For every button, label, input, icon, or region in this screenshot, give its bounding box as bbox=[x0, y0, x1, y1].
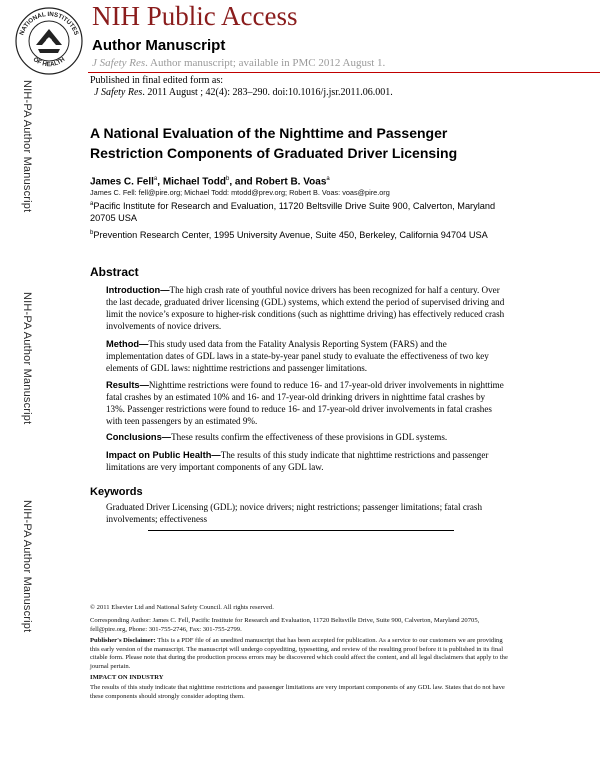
article-title: A National Evaluation of the Nighttime and Passenger Restriction Components of Graduated Driver Licensing bbox=[90, 125, 458, 161]
impact-industry-heading: IMPACT ON INDUSTRY bbox=[90, 674, 164, 681]
author-1-sup: a bbox=[153, 176, 158, 182]
author-emails: James C. Fell: fell@pire.org; Michael Todd: mtodd@prev.org; Robert B. Voas: voas@pire.org bbox=[90, 188, 390, 197]
impact-text: The results of this study indicate that nighttime restrictions and passenger limitations are very important components of any GDL law. bbox=[106, 450, 489, 472]
abstract-introduction bbox=[106, 284, 506, 332]
logo-text-top: NATIONAL INSTITUTES bbox=[18, 10, 80, 37]
abstract-results bbox=[106, 379, 506, 427]
manuscript-label: Author Manuscript bbox=[92, 37, 226, 54]
citation-details: . 2011 August ; 42(4): 283–290. doi:10.1016/j.jsr.2011.06.001. bbox=[142, 87, 393, 98]
nih-logo bbox=[12, 3, 86, 75]
method-text: This study used data from the Fatality Analysis Reporting System (FARS) and the implementation dates of GDL laws in a state-by-year panel study to evaluate the effectiveness of two key elements of GDL laws: nighttime restrictions and passenger limitations. bbox=[106, 339, 489, 373]
author-1: James C. Fell bbox=[90, 176, 154, 188]
header-divider bbox=[88, 72, 600, 73]
author-sep-2: , and bbox=[229, 176, 256, 188]
publisher-disclaimer bbox=[90, 637, 510, 671]
affiliation-a-text: Pacific Institute for Research and Evaluation, 11720 Beltsville Drive Suite 900, Calverton, Maryland 20705 USA bbox=[90, 201, 496, 224]
affiliation-a-sup: a bbox=[90, 201, 94, 207]
abstract-heading: Abstract bbox=[90, 265, 139, 279]
keywords-heading: Keywords bbox=[90, 486, 143, 498]
impact-industry-text: The results of this study indicate that nighttime restrictions and passenger limitations are very important components of any GDL law. States that do not have these components should strongly consider adopting them. bbox=[90, 684, 505, 700]
abstract-conclusions bbox=[106, 431, 506, 443]
affiliation-a bbox=[90, 198, 510, 224]
svg-text:OF HEALTH bbox=[32, 56, 67, 68]
results-label: Results— bbox=[106, 380, 149, 390]
copyright-notice: © 2011 Elsevier Ltd and National Safety Council. All rights reserved. bbox=[90, 604, 274, 611]
introduction-text: The high crash rate of youthful novice drivers has been recognized for half a century. Over the last decade, graduated driver licensing (GDL) systems, which extend the period of supervised driving and limit the novice’s exposure to higher-risk conditions (such as nighttime driving) has effectively reduced crash involvements of novice drivers. bbox=[106, 285, 505, 331]
impact-label: Impact on Public Health— bbox=[106, 450, 221, 460]
author-2-sup: b bbox=[225, 176, 230, 182]
citation-journal: J Safety Res bbox=[94, 87, 143, 98]
conclusions-label: Conclusions— bbox=[106, 432, 172, 442]
repository-title: NIH Public Access bbox=[92, 1, 298, 31]
side-label-3: NIH-PA Author Manuscript bbox=[21, 500, 33, 633]
availability-text: . Author manuscript; available in PMC 2012 August 1. bbox=[145, 57, 386, 69]
abstract-method bbox=[106, 338, 506, 374]
author-2: Michael Todd bbox=[162, 176, 226, 188]
citation bbox=[90, 87, 393, 99]
corresponding-author: Corresponding Author: James C. Fell, Pacific Institute for Research and Evaluation, 11720 Beltsville Drive, Suite 900, Calverton, Maryland 20705, fell@pire.org, Phone: 301-755-2746, Fax: 301-755-2799. bbox=[90, 617, 480, 633]
author-3: Robert B. Voas bbox=[255, 176, 327, 188]
published-label: Published in final edited form as: bbox=[90, 75, 224, 86]
disclaimer-label: Publisher's Disclaimer: bbox=[90, 637, 156, 644]
method-label: Method— bbox=[106, 339, 149, 349]
affiliation-b-text: Prevention Research Center, 1995 University Avenue, Suite 450, Berkeley, California 94704 USA bbox=[93, 230, 488, 241]
logo-text-bottom: OF HEALTH bbox=[31, 56, 67, 69]
affiliation-b bbox=[90, 227, 510, 241]
author-3-sup: a bbox=[326, 176, 330, 182]
journal-abbr: J Safety Res bbox=[92, 57, 146, 69]
availability-note bbox=[92, 57, 385, 70]
abstract-impact bbox=[106, 449, 506, 473]
eagle-icon bbox=[36, 29, 62, 53]
author-list bbox=[90, 173, 330, 188]
footnote-divider bbox=[148, 530, 454, 531]
keywords-list: Graduated Driver Licensing (GDL); novice drivers; night restrictions; passenger limitations; fatal crash involvements; effectiveness bbox=[106, 502, 483, 524]
affiliation-b-sup: b bbox=[90, 230, 94, 236]
side-label-1: NIH-PA Author Manuscript bbox=[21, 80, 33, 213]
author-sep-1: , bbox=[157, 176, 163, 188]
introduction-label: Introduction— bbox=[106, 285, 170, 295]
disclaimer-text: This is a PDF file of an unedited manuscript that has been accepted for publication. As a service to our customers we are providing this early version of the manuscript. The manuscript will undergo copyediting, typesetting, and review of the resulting proof before it is published in its final citable form. Please note that during the production process errors may be discovered which could affect the content, and all legal disclaimers that apply to the journal pertain. bbox=[90, 637, 508, 670]
side-label-2: NIH-PA Author Manuscript bbox=[21, 292, 33, 425]
results-text: Nighttime restrictions were found to reduce 16- and 17-year-old driver involvements in nighttime fatal crashes by an estimated 10% and 16- and 17-year-old drinking drivers in nighttime fatal crashes by 13%. Passenger restrictions were found to reduce 16- and 17-year-old driver involvements in fatal crashes with teen passengers by an estimated 9%. bbox=[106, 380, 504, 426]
conclusions-text: These results confirm the effectiveness of these provisions in GDL systems. bbox=[171, 432, 448, 442]
